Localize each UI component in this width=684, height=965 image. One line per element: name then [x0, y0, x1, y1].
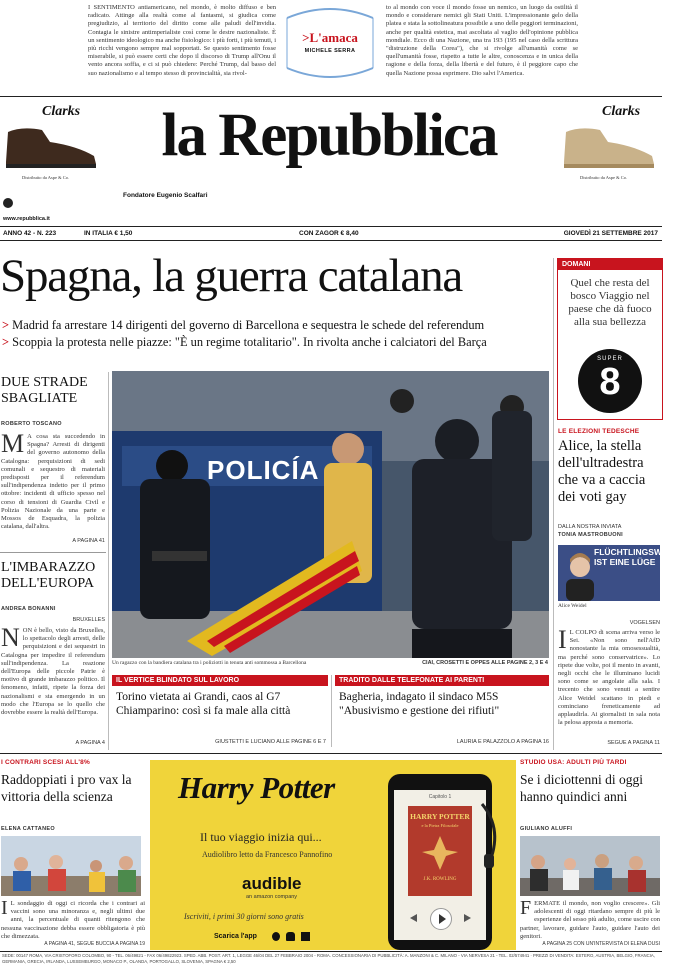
teen-author: GIULIANO ALUFFI [520, 826, 573, 832]
elezioni-text: L COLPO di scena arriva verso le Sei. «Non sono nell'AfD nonostante la mia omosessualità, ma perché sono conservatrice». Lo ripete due volte, poi il mento in avanti, negli occhi che le illuminano lucidi sono come se angolate alla sala. I trecento che sono venuti a sentire Alice Weidel scattano in piedi e cominciano freneticamente ad applaudirla. Ai giornalisti in sala nota la pelosa apposta a memoria. [558, 629, 660, 727]
dateline-bar [0, 226, 662, 241]
clarks-ad-left[interactable] [2, 104, 102, 184]
vax-body [1, 897, 145, 940]
lead-headline[interactable]: Spagna, la guerra catalana [0, 250, 463, 302]
vax-title[interactable]: Raddoppiati i pro vax la vittoria della scienza [1, 772, 132, 804]
domani-label: DOMANI [558, 259, 662, 270]
website-url[interactable]: www.repubblica.it [3, 216, 50, 222]
left-article-1-ref[interactable]: A PAGINA 41 [72, 538, 105, 544]
super8-logo [578, 349, 642, 413]
elezioni-ref[interactable]: SEGUE A PAGINA 11 [607, 740, 660, 746]
phoenix-icon [420, 832, 460, 872]
teen-photo[interactable] [520, 836, 660, 896]
left-article-1-dropcap: M [1, 429, 25, 458]
lead-photo-ref[interactable]: CIAI, CROSETTI E OPPES ALLE PAGINE 2, 3 E 4 [422, 660, 548, 666]
vax-ref[interactable]: A PAGINA 41, SEGUE BUCCIA A PAGINA 19 [44, 941, 145, 947]
vax-photo[interactable] [1, 836, 141, 896]
shoe-icon-right [560, 122, 660, 172]
elezioni-kicker: LE ELEZIONI TEDESCHE [558, 428, 640, 435]
lead-sub-1-text: Madrid fa arrestare 14 dirigenti del governo di Barcellona e sequestra le schede del referendum [12, 318, 485, 332]
clarks-logo-right: Clarks [602, 104, 641, 119]
teen-kicker: STUDIO USA: ADULTI PIÙ TARDI [520, 759, 627, 766]
classroom-scene [1, 836, 141, 896]
amaca-title: >L'amaca [302, 30, 358, 45]
play-button[interactable] [430, 908, 452, 930]
amaca-box[interactable] [283, 6, 377, 80]
hp-ad-tagline: Il tuo viaggio inizia qui... [200, 830, 322, 844]
masthead-title[interactable]: la Repubblica [161, 102, 497, 169]
lead-photo-caption: Un ragazzo con la bandiera catalana tra i poliziotti in tenuta anti sommossa a Barcellona [112, 660, 307, 666]
headphones-icon [478, 800, 508, 870]
elezioni-title[interactable]: Alice, la stella dell'ultradestra che va a caccia dei voti gay [558, 438, 646, 505]
teen-body [520, 897, 660, 940]
hp-ad-sub: Audiolibro letto da Francesco Pannofino [202, 850, 333, 859]
sub-right-bar: TRADITO DALLE TELEFONATE AI PARENTI [335, 675, 549, 686]
weidel-caption: Alice Weidel [558, 603, 587, 609]
phone-book-author: J.K. ROWLING [423, 877, 457, 882]
left-article-2-ref[interactable]: A PAGINA 4 [75, 740, 105, 746]
amaca-author: MICHELE SERRA [304, 48, 356, 54]
harry-potter-ad[interactable] [150, 760, 516, 950]
elezioni-dateline-2: VOGELSEN [629, 620, 660, 626]
sub-right-title[interactable]: Bagheria, indagato il sindaco M5S "Abusivismo e gestione dei rifiuti" [339, 691, 500, 717]
android-icon [286, 932, 295, 941]
domani-text: Quel che resta del bosco Viaggio nel paese che dà fuoco alla sua bellezza [568, 277, 652, 328]
issue-number: ANNO 42 - N. 223 [3, 230, 57, 237]
top-column-right: to al mondo con voce il mondo fosse un nemico, un luogo da ostilità il mondo e considerare nemici gli Stati Uniti. L'impressionante gelo della platea e stata la sottolineatura possibile a uno delle peggiori terminazioni, anche per qualità estetica, mai ascoltata al vaglio dell'opinione pubblica mondiale. Ecco di una Nazione, una tra 193 (195 nel caso della scrittura "distruzione della Corea"), che si rivolge all'umanità come se quell'umanità fosse, rispetto a tutte le altre, conoscenza e in unica della ragione e della forza, della libertà e del futuro, è il peggiore capo che quella Nazione possa esprimere. Dio salvi l'America. [386, 4, 578, 77]
edition-badge [3, 198, 13, 208]
super8-number: 8 [599, 361, 621, 403]
windows-icon [301, 932, 310, 941]
phone-mockup [388, 774, 492, 950]
left-article-2-title[interactable]: L'IMBARAZZO DELL'EUROPA [1, 560, 96, 591]
clarks-ad-right[interactable] [560, 104, 660, 184]
hp-ad-cta: Iscriviti, i primi 30 giorni sono gratis [184, 912, 304, 921]
vax-text: L sondaggio di oggi ci ricorda che i contrari ai vaccini sono una minoranza e, negli ultimi due anni, la percentuale di quanti ritengono che nessuna vaccinazione debba essere obbligatoria è più che dimezzata. [1, 900, 145, 940]
teen-title[interactable]: Se i diciottenni di oggi hanno quindici anni [520, 772, 643, 804]
left-article-2-body [1, 623, 105, 735]
lead-sub-2-text: Scoppia la protesta nelle piazze: "È un regime totalitario". In rivolta anche i calciatori del Barça [12, 335, 487, 349]
lead-photo[interactable] [112, 371, 549, 658]
issue-date: GIOVEDÌ 21 SETTEMBRE 2017 [563, 230, 658, 237]
forward-icon[interactable] [464, 914, 471, 922]
clarks-caption-left: Distribuito da Aspe & Co. [22, 175, 70, 180]
left-article-1-text: A cosa sta succedendo in Spagna? Arresti di dirigenti del governo autonomo della Catalogna: perquisizioni di sedi comunali e sequestro di materiali predisposti per il referendum sull'indipendenza indetto per il primo ottobre: incidenti di ufficio spesso nel corso di tensioni di Guardia Civil e Polizia Nazionale da una parte e Mossos de Esquadra, la polizia catalana, dall'altra. [1, 433, 105, 531]
left-article-1-body [1, 429, 105, 533]
left-article-1-title[interactable]: DUE STRADE SBAGLIATE [1, 375, 88, 406]
phone-chapter: Capitolo 1 [428, 794, 452, 800]
teen-text: ERMATE il mondo, non voglio crescere». Gli adolescenti di oggi ritardano sempre di più le esperienze del sesso più adulto, come uscire con partner, lavorare, guidare l'auto, guidare l'auto dei genitori. [520, 900, 660, 940]
clarks-logo: Clarks [42, 104, 81, 119]
vax-kicker: I CONTRARI SCESI ALL'8% [1, 759, 90, 766]
elezioni-body [558, 625, 660, 735]
elezioni-author: TONIA MASTROBUONI [558, 532, 623, 538]
phone-book-sub: e la Pietra Filosofale [421, 823, 459, 828]
lead-sub-1: > Madrid fa arrestare 14 dirigenti del governo di Barcellona e sequestra le schede del referendum [2, 318, 485, 332]
super8-top: SUPER [597, 356, 623, 362]
audible-sub: an amazon company [246, 894, 298, 900]
left-article-2-dropcap: N [1, 623, 20, 652]
left-article-2-text: ON è bello, visto da Bruxelles, lo spettacolo degli arresti, delle perquisizioni e dei sequestri in Catalogna per impedire il referendum sull'indipendenza. La reazione dell'Europa delle piccole Patrie è motivo di grande imbarazzo politico. Il fenomeno, infatti, ripete la forza dei nazionalismi e sta emergendo in un modo che l'Europa se lo quello che dovrebbe essere la realtà dell'Europa. [1, 627, 105, 717]
top-column-left: I SENTIMENTO antiamericano, nel mondo, è molto diffuso e ben radicato. Attinge alla realtà come al fantasmi, si giudica come pregiudizio, al territorio del diritto come alle paludi dell'invidia. Contagia le sinistre antimperialiste così come le destre nazionaliste. È un sentimento ideologico ma anche fisiologico: i più forti, i più temuti, i più ricchi vengono sempre mal sopportati. Se questo sentimento fosse miserabile, si può essere certi che dopo il discorso di Trump all'Onu il vento ancora soffia, e ci si può chiedere: Perché Trump, dal basso del suo nazionalismo e al tempo stesso di provincialità, sia rivol- [88, 4, 276, 77]
elezioni-dateline: DALLA NOSTRA INVIATA [558, 524, 622, 530]
left-article-2-author: ANDREA BONANNI [1, 606, 56, 612]
vax-dropcap: I [1, 897, 8, 919]
teens-scene [520, 836, 660, 896]
supplement: CON ZAGOR € 8,40 [299, 230, 359, 237]
sub-right-ref[interactable]: LAURIA E PALAZZOLO A PAGINA 16 [456, 739, 549, 745]
teen-ref[interactable]: A PAGINA 25 CON UN'INTERVISTA DI ELENA DUSI [542, 941, 660, 947]
rewind-icon[interactable] [410, 914, 417, 922]
phone-book-title: HARRY POTTER [410, 812, 470, 821]
price: IN ITALIA € 1,50 [84, 230, 133, 237]
weidel-portrait [560, 545, 600, 601]
lead-sub-2: > Scoppia la protesta nelle piazze: "È un regime totalitario". In rivolta anche i calciatori del Barça [2, 335, 487, 349]
phone-screen [394, 790, 486, 940]
vax-author: ELENA CATTANEO [1, 826, 55, 832]
footer-text: SEDE: 00147 ROMA, VIA CRISTOFORO COLOMBO, 90 - TEL. 06/49821 - FAX 06/49822923. SPED. ABB. POST. ART. 1, LEGGE 46/04 DEL 27 FEBBRAIO 2004 - ROMA. CONCESSIONARIA DI PUBBLICITÀ: A. MANZONI & C. MILANO - VIA NERVESA 21 - TEL. 02/574941 · PREZZI DI VENDITA: ESTERO, AUSTRIA, BELGIO, FRANCIA, GERMANIA, GRECIA, IRLANDA, LUSSEMBURGO, MONACO P., OLANDA, PORTOGALLO, SLOVENIA, SPAGNA € 2,50 [2, 953, 655, 964]
clarks-caption-right: Distribuito da Aspe & Co. [580, 175, 628, 180]
police-van-text: POLICÍA [207, 455, 320, 485]
sub-left-ref[interactable]: GIUSTETTI E LUCIANO ALLE PAGINE 6 E 7 [215, 739, 326, 745]
apple-icon [272, 932, 280, 941]
masthead-founder: Fondatore Eugenio Scalfari [123, 192, 208, 199]
elezioni-dropcap: I [558, 625, 567, 654]
domani-box[interactable] [557, 258, 663, 420]
sub-left-title[interactable]: Torino vietata ai Grandi, caos al G7 Chiamparino: così si fa male alla città [116, 691, 291, 717]
teen-dropcap: F [520, 897, 532, 919]
hp-ad-app: Scarica l'app [214, 933, 257, 940]
weidel-photo[interactable] [558, 545, 684, 601]
sub-left-bar: IL VERTICE BLINDATO SUL LAVORO [112, 675, 328, 686]
left-article-2-dateline: BRUXELLES [72, 617, 105, 623]
lead-photo-scene [112, 371, 549, 658]
afd-poster-text: FLÜCHTLINGSWELLE IST EINE LÜGE [594, 547, 684, 567]
hp-ad-title: Harry Potter [178, 770, 335, 805]
phone-book-cover [408, 806, 472, 896]
audible-logo: audible [242, 874, 302, 893]
left-article-1-author: ROBERTO TOSCANO [1, 421, 62, 427]
shoe-icon [2, 122, 102, 172]
